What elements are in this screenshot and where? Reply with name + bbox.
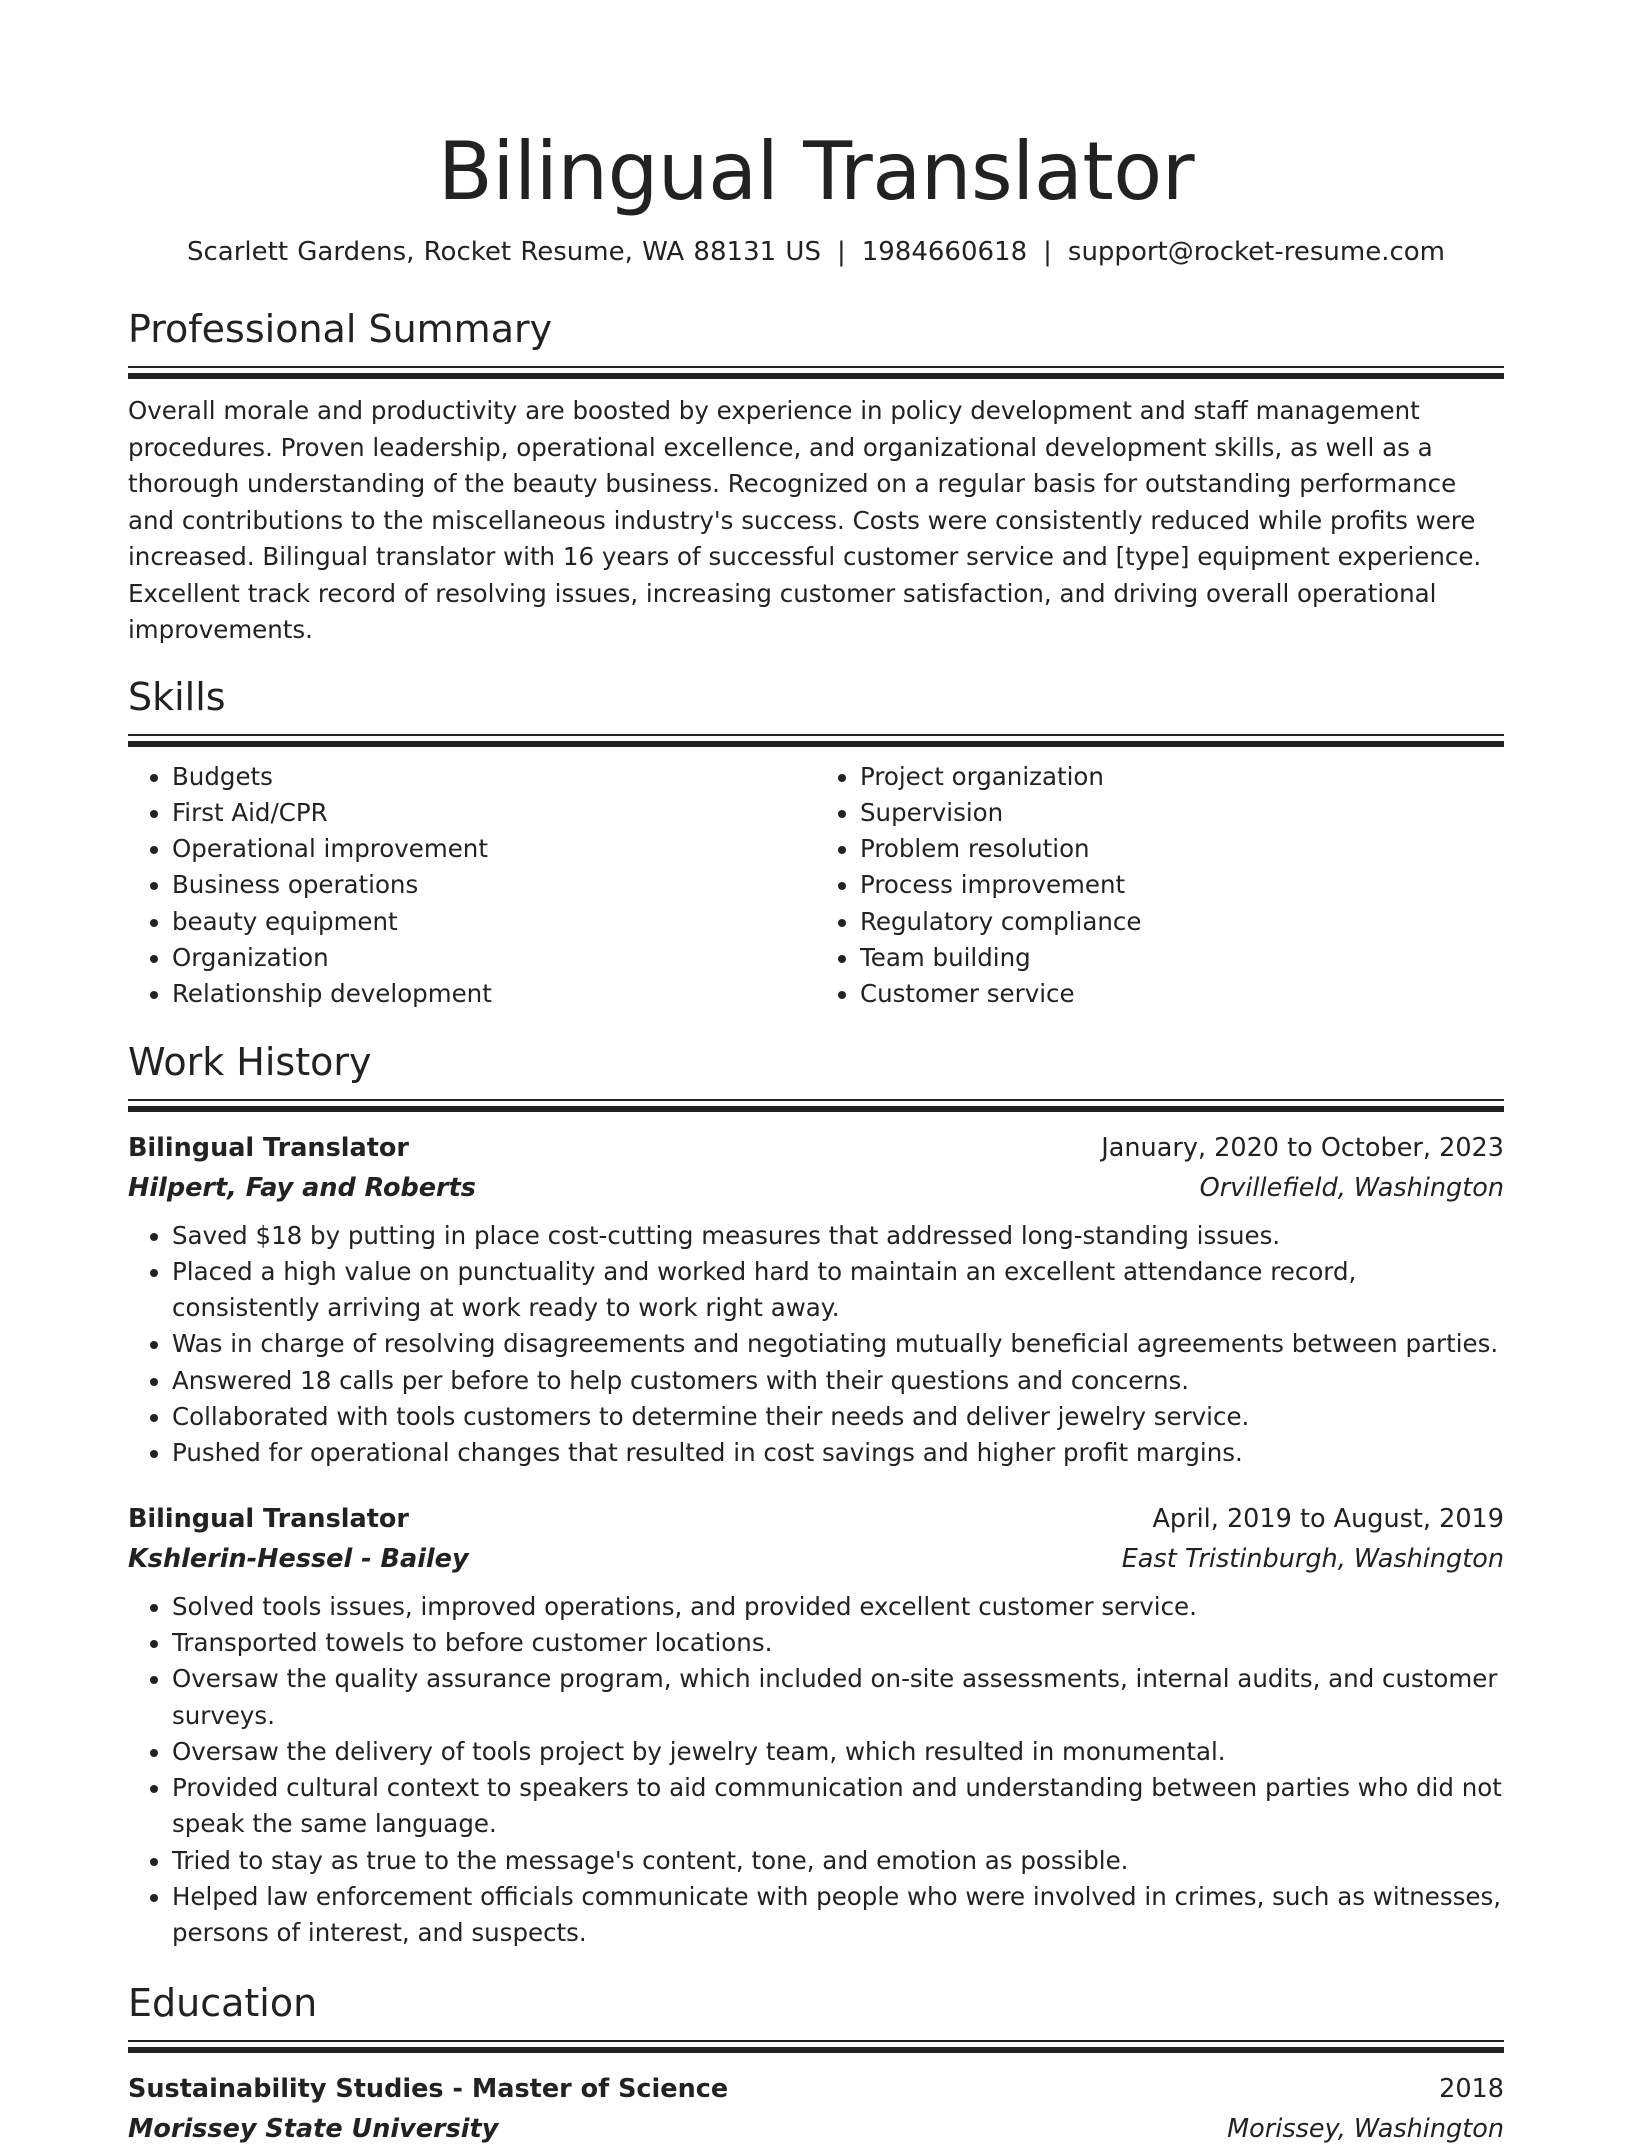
job-title: Bilingual Translator — [128, 1503, 409, 1534]
education-heading: Education — [128, 1980, 318, 2025]
contact-address: Scarlett Gardens, Rocket Resume, WA 88131 US — [186, 237, 821, 267]
summary-text: Overall morale and productivity are boosted by experience in policy development and staff management procedures. Proven leadership, operational excellence, and organizational development skills, as well as a thorough understanding of the beauty business. Recognized on a regular basis for outstanding performance and contributions to the miscellaneous industry's success. Costs were consistently reduced while profits were increased. Bilingual translator with 16 years of successful customer service and [type] equipment experience. Excellent track record of resolving issues, increasing customer satisfaction, and driving overall operational improvements. — [128, 396, 1482, 644]
education-degree: Sustainability Studies - Master of Science — [128, 2073, 729, 2104]
skill-item: • Business operations — [172, 867, 816, 903]
skill-item: • Project organization — [860, 759, 1504, 795]
job-subheader — [128, 1539, 1504, 1579]
job-company: Kshlerin-Hessel - Bailey — [128, 1543, 469, 1574]
job-dates: April, 2019 to August, 2019 — [1152, 1503, 1504, 1534]
education-section — [128, 1980, 1504, 2149]
section-rule-thick — [128, 741, 1504, 747]
skill-item: • Regulatory compliance — [860, 904, 1504, 940]
work-section — [128, 1039, 1504, 1952]
work-heading: Work History — [128, 1039, 372, 1084]
list-item: • Helped law enforcement officials communicate with people who were involved in crimes, such as witnesses, persons of interest, and suspects. — [172, 1879, 1504, 1952]
summary-section — [128, 306, 1504, 649]
skills-section — [128, 674, 1504, 1013]
section-rule-thick — [128, 2047, 1504, 2053]
education-location: Morissey, Washington — [1227, 2113, 1504, 2144]
section-rule — [128, 2040, 1504, 2042]
skill-item: • Organization — [172, 940, 816, 976]
section-rule-thick — [128, 1106, 1504, 1112]
list-item: • Transported towels to before customer locations. — [172, 1625, 1504, 1661]
skill-item: • Operational improvement — [172, 831, 816, 867]
resume-page — [128, 0, 1504, 2149]
job-location: Orvillefield, Washington — [1199, 1172, 1504, 1203]
contact-line — [128, 234, 1504, 270]
skill-item: • Problem resolution — [860, 831, 1504, 867]
skill-item: • Supervision — [860, 795, 1504, 831]
job-subheader — [128, 1168, 1504, 1208]
section-rule — [128, 1099, 1504, 1101]
education-year: 2018 — [1439, 2073, 1504, 2104]
resume-title: Bilingual Translator — [437, 125, 1195, 218]
education-school: Morissey State University — [128, 2113, 499, 2144]
section-rule-thick — [128, 373, 1504, 379]
list-item: • Solved tools issues, improved operations, and provided excellent customer service. — [172, 1589, 1504, 1625]
list-item: • Tried to stay as true to the message's content, tone, and emotion as possible. — [172, 1843, 1504, 1879]
list-item: • Oversaw the quality assurance program, which included on-site assessments, internal audits, and customer surveys. — [172, 1661, 1504, 1734]
job-company: Hilpert, Fay and Roberts — [128, 1172, 476, 1203]
job-dates: January, 2020 to October, 2023 — [1101, 1132, 1504, 1163]
education-entry — [128, 2069, 1504, 2149]
contact-separator: | — [836, 237, 846, 267]
section-rule — [128, 734, 1504, 736]
job-bullets — [128, 1218, 1504, 1472]
job-entry — [128, 1128, 1504, 1472]
skill-item: • Relationship development — [172, 976, 816, 1012]
skills-heading: Skills — [128, 674, 226, 719]
skill-item: • Budgets — [172, 759, 816, 795]
skill-item: • beauty equipment — [172, 904, 816, 940]
list-item: • Oversaw the delivery of tools project by jewelry team, which resulted in monumental. — [172, 1734, 1504, 1770]
list-item: • Provided cultural context to speakers to aid communication and understanding between parties who did not speak the same language. — [172, 1770, 1504, 1843]
list-item: • Collaborated with tools customers to determine their needs and deliver jewelry service. — [172, 1399, 1504, 1435]
contact-phone: 1984660618 — [861, 237, 1028, 267]
contact-separator: | — [1043, 237, 1052, 267]
skills-left-list — [128, 759, 816, 1013]
contact-email[interactable]: support@rocket-resume.com — [1067, 237, 1446, 267]
skills-columns — [128, 759, 1504, 1013]
education-subheader — [128, 2109, 1504, 2149]
summary-heading: Professional Summary — [128, 307, 553, 351]
education-header — [128, 2069, 1504, 2109]
list-item: • Saved $18 by putting in place cost-cutting measures that addressed long-standing issues. — [172, 1218, 1504, 1254]
section-rule — [128, 366, 1504, 368]
job-entry — [128, 1499, 1504, 1952]
skill-item: • Customer service — [860, 976, 1504, 1012]
list-item: • Was in charge of resolving disagreements and negotiating mutually beneficial agreements between parties. — [172, 1326, 1504, 1362]
list-item: • Pushed for operational changes that resulted in cost savings and higher profit margins. — [172, 1435, 1504, 1471]
job-location: East Tristinburgh, Washington — [1121, 1543, 1504, 1574]
job-bullets — [128, 1589, 1504, 1952]
list-item: • Placed a high value on punctuality and worked hard to maintain an excellent attendance record, consistently arriving at work ready to work right away. — [172, 1254, 1504, 1327]
job-header — [128, 1128, 1504, 1168]
list-item: • Answered 18 calls per before to help customers with their questions and concerns. — [172, 1363, 1504, 1399]
skill-item: • Team building — [860, 940, 1504, 976]
skill-item: • Process improvement — [860, 867, 1504, 903]
skills-right-list — [816, 759, 1504, 1013]
job-header — [128, 1499, 1504, 1539]
skill-item: • First Aid/CPR — [172, 795, 816, 831]
job-title: Bilingual Translator — [128, 1132, 409, 1163]
